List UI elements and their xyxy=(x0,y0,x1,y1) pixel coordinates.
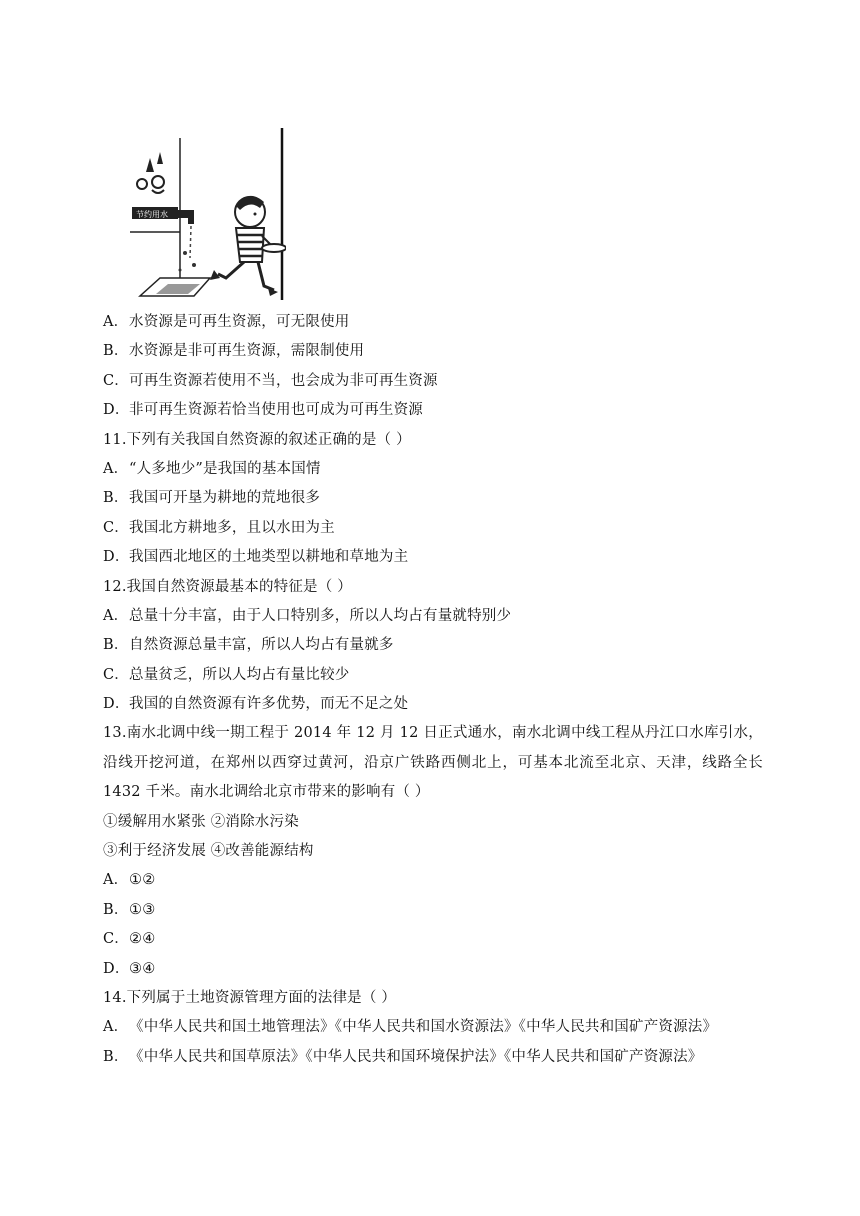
option-letter: C． xyxy=(103,666,129,683)
q12-option-a[interactable] xyxy=(103,602,763,631)
option-text: 我国北方耕地多，且以水田为主 xyxy=(129,519,335,536)
option-text: ③④ xyxy=(129,960,156,977)
option-letter: B． xyxy=(103,1048,129,1065)
option-letter: C． xyxy=(103,372,129,389)
option-letter: C． xyxy=(103,519,129,536)
q13-option-d[interactable] xyxy=(103,955,763,984)
option-letter: D． xyxy=(103,696,130,713)
option-text: 《中华人民共和国草原法》《中华人民共和国环境保护法》《中华人民共和国矿产资源法》 xyxy=(129,1048,703,1065)
q12-option-c[interactable] xyxy=(103,661,763,690)
option-letter: A． xyxy=(103,872,129,889)
option-letter: C． xyxy=(103,931,129,948)
q12-option-b[interactable] xyxy=(103,631,763,660)
option-letter: D． xyxy=(103,960,130,977)
q14-stem: 14.下列属于土地资源管理方面的法律是（ ） xyxy=(103,990,397,1007)
q13-option-c[interactable] xyxy=(103,925,763,954)
q13-option-b[interactable] xyxy=(103,896,763,925)
option-letter: B． xyxy=(103,490,129,507)
q13-stem: 13.南水北调中线一期工程于 2014 年 12 月 12 日正式通水，南水北调中线工程从丹江口水库引水，沿线开挖河道，在郑州以西穿过黄河，沿京广铁路西侧北上，可基本北流至北京、天津，线路全长 1432 千米。南水北调给北京市带来的影响有（ ） xyxy=(103,725,763,801)
option-text: 《中华人民共和国土地管理法》《中华人民共和国水资源法》《中华人民共和国矿产资源法》 xyxy=(129,1019,718,1036)
option-letter: B． xyxy=(103,637,129,654)
water-saving-cartoon xyxy=(130,128,286,302)
option-letter: B． xyxy=(103,343,129,360)
option-letter: D． xyxy=(103,549,130,566)
option-letter: B． xyxy=(103,901,129,918)
q11-option-c[interactable] xyxy=(103,514,763,543)
q11-option-d[interactable] xyxy=(103,543,763,572)
option-letter: A． xyxy=(103,314,129,330)
option-letter: A． xyxy=(103,607,129,624)
q14-option-a[interactable] xyxy=(103,1013,763,1042)
option-text: 自然资源总量丰富，所以人均占有量就多 xyxy=(129,637,394,654)
boy-running-from-faucet-icon xyxy=(130,128,286,302)
option-text: 我国的自然资源有许多优势，而无不足之处 xyxy=(129,696,409,713)
q13-statements-2: ③利于经济发展 ④改善能源结构 xyxy=(103,843,314,860)
option-letter: D． xyxy=(103,402,130,419)
option-letter: A． xyxy=(103,1019,129,1036)
option-text: 总量贫乏，所以人均占有量比较少 xyxy=(129,666,350,683)
q14-option-b[interactable] xyxy=(103,1043,763,1072)
option-text: “人多地少”是我国的基本国情 xyxy=(129,460,321,477)
option-text: 非可再生资源若恰当使用也可成为可再生资源 xyxy=(129,402,423,419)
option-text: 总量十分丰富，由于人口特别多，所以人均占有量就特别少 xyxy=(129,607,512,624)
option-text: 我国西北地区的土地类型以耕地和草地为主 xyxy=(129,549,409,566)
question-content xyxy=(103,308,763,1072)
option-text: 水资源是非可再生资源，需限制使用 xyxy=(129,343,365,360)
option-text: ①② xyxy=(129,872,156,889)
option-text: 水资源是可再生资源，可无限使用 xyxy=(129,314,350,330)
q10-option-b[interactable] xyxy=(103,337,763,366)
option-text: ①③ xyxy=(129,901,156,918)
option-letter: A． xyxy=(103,460,129,477)
option-text: ②④ xyxy=(129,931,156,948)
q12-option-d[interactable] xyxy=(103,690,763,719)
q10-option-c[interactable] xyxy=(103,367,763,396)
sign-text: 节约用水 xyxy=(136,210,168,219)
q10-option-a[interactable] xyxy=(103,308,763,337)
q11-option-b[interactable] xyxy=(103,484,763,513)
q11-stem: 11.下列有关我国自然资源的叙述正确的是（ ） xyxy=(103,431,411,448)
q11-option-a[interactable] xyxy=(103,455,763,484)
option-text: 我国可开垦为耕地的荒地很多 xyxy=(129,490,321,507)
q13-option-a[interactable] xyxy=(103,866,763,895)
option-text: 可再生资源若使用不当，也会成为非可再生资源 xyxy=(129,372,438,389)
q12-stem: 12.我国自然资源最基本的特征是（ ） xyxy=(103,578,352,595)
q10-option-d[interactable] xyxy=(103,396,763,425)
q13-statements-1: ①缓解用水紧张 ②消除水污染 xyxy=(103,813,299,830)
